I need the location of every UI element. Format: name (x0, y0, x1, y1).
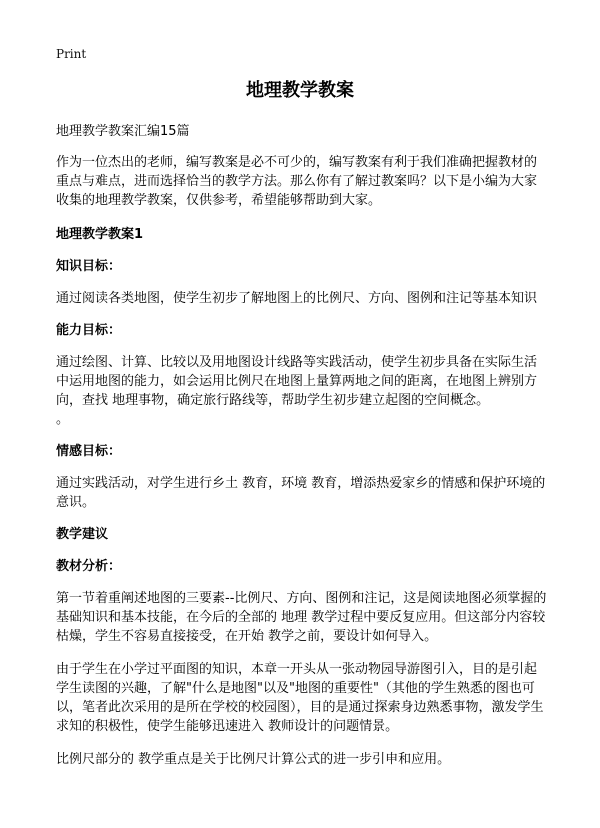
emotion-heading: 情感目标： (56, 444, 122, 459)
analysis-paragraph-3: 比例尺部分的 教学重点是关于比例尺计算公式的进一步引申和应用。 (56, 752, 451, 767)
suggestion-heading: 教学建议 (56, 527, 109, 542)
emotion-paragraph: 通过实践活动，对学生进行乡土 教育，环境 教育，增添热爱家乡的情感和保护环境的意识。 (56, 476, 546, 510)
document-subtitle: 地理教学教案汇编15篇 (56, 124, 190, 139)
print-link[interactable]: Print (56, 47, 87, 61)
analysis-heading: 教材分析： (56, 559, 122, 574)
analysis-paragraph-2: 由于学生在小学过平面图的知识，本章一开头从一张动物园导游图引入，目的是引起学生读图的兴趣，了解"什么是地图"以及"地图的重要性"（其他的学生熟悉的图也可以，笔者此次采用的是所在学校的校园图），目的是通过探索身边熟悉事物，激发学生求知的积极性，使学生能够迅速进入 教师设计的问题情景。 (56, 662, 544, 734)
ability-heading: 能力目标： (56, 323, 122, 338)
lesson-heading: 地理教学教案1 (56, 227, 144, 242)
page-title: 地理教学教案 (246, 80, 354, 101)
analysis-paragraph-1: 第一节着重阐述地图的三要素--比例尺、方向、图例和注记，这是阅读地图必须掌握的基础知识和基本技能，在今后的全部的 地理 教学过程中要反复应用。但这部分内容较枯燥，学生不容易直接接受，在开始 教学之前，要设计如何导入。 (56, 591, 547, 644)
intro-paragraph: 作为一位杰出的老师，编写教案是必不可少的，编写教案有利于我们准确把握教材的重点与难点，进而选择恰当的教学方法。那么你有了解过教案吗？以下是小编为大家收集的地理教学教案，仅供参考，希望能够帮助到大家。 (56, 155, 538, 208)
ability-trailing-mark: 。 (56, 412, 70, 427)
knowledge-heading: 知识目标： (56, 259, 122, 274)
document-body (56, 122, 548, 769)
ability-paragraph: 通过绘图、计算、比较以及用地图设计线路等实践活动，使学生初步具备在实际生活中运用地图的能力，如会运用比例尺在地图上量算两地之间的距离，在地图上辨别方向，查找 地理事物，确定旅行路线等，帮助学生初步建立起图的空间概念。 (56, 355, 538, 408)
knowledge-paragraph: 通过阅读各类地图，使学生初步了解地图上的比例尺、方向、图例和注记等基本知识 (56, 291, 538, 306)
